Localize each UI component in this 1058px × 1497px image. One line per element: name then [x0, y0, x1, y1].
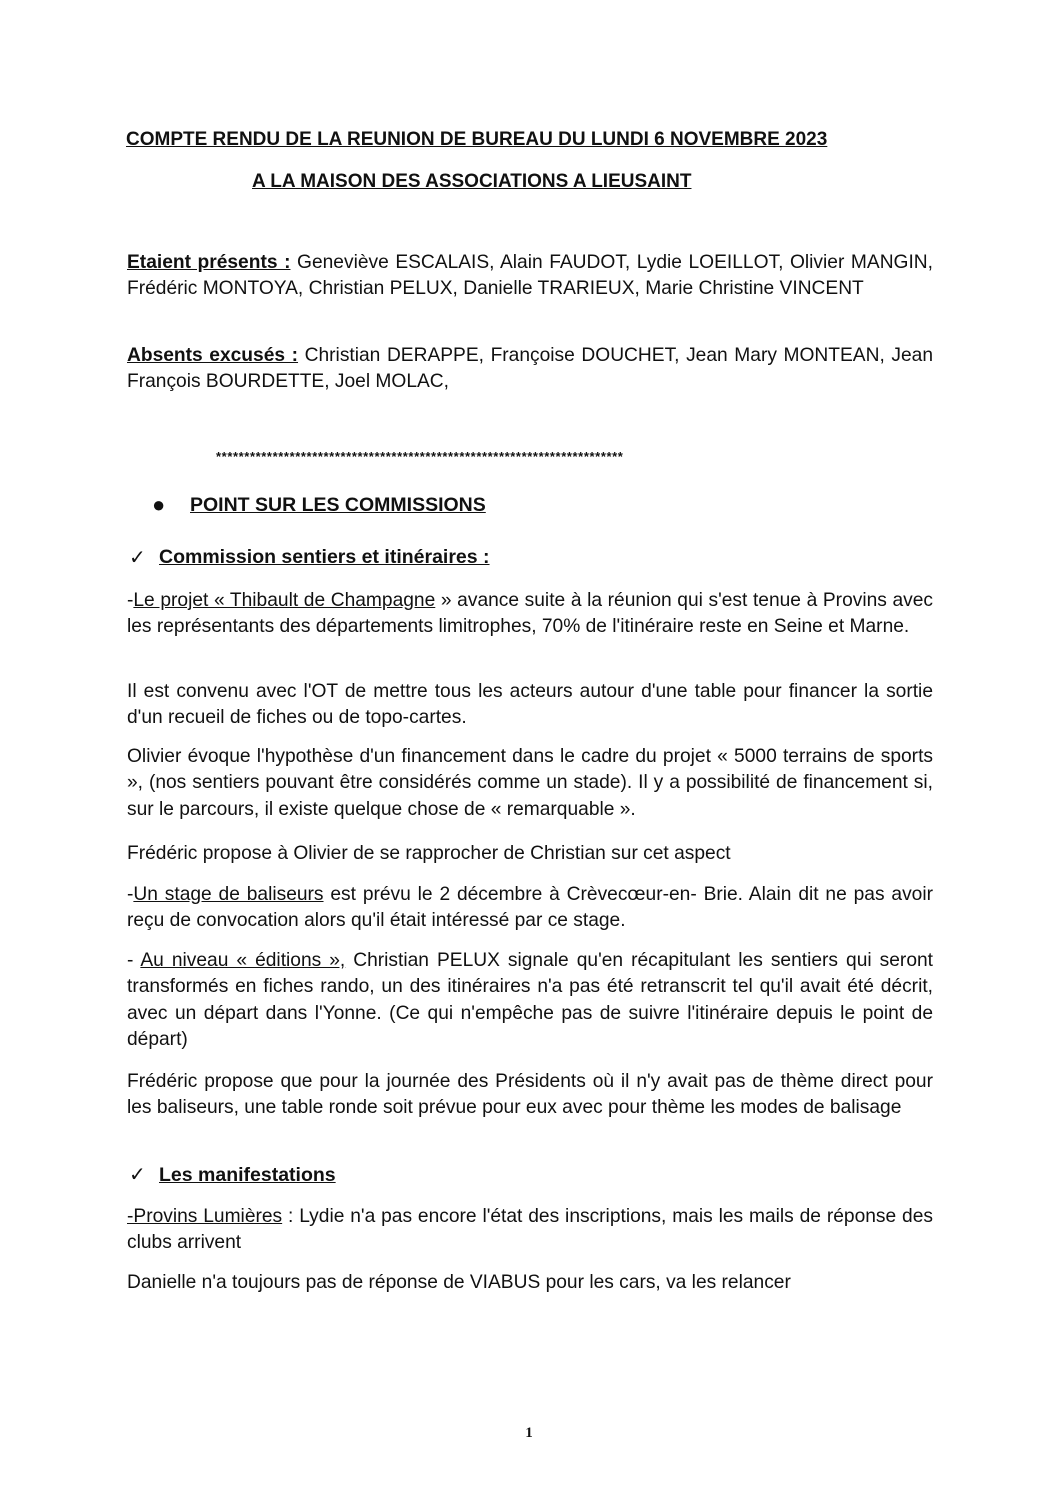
- paragraph-provins-lumieres: [127, 1204, 933, 1257]
- paragraph-viabus: Danielle n'a toujours pas de réponse de VIABUS pour les cars, va les relancer: [127, 1272, 791, 1293]
- paragraph-prefix: -: [127, 884, 134, 905]
- subheading-trails: Commission sentiers et itinéraires :: [159, 546, 490, 568]
- paragraph-stage-baliseurs: [127, 882, 933, 935]
- paragraph-prefix: -: [127, 590, 134, 611]
- stage-baliseurs-link: Un stage de baliseurs: [133, 884, 324, 905]
- attendees-label: Etaient présents :: [127, 252, 291, 273]
- paragraph-text: : Lydie n'a pas encore l'état des inscriptions, mais les mails de réponse des clubs arrivent: [127, 1206, 933, 1254]
- attendees-names: Geneviève ESCALAIS, Alain FAUDOT, Lydie LOEILLOT, Olivier MANGIN, Frédéric MONTOYA, Christian PELUX, Danielle TRARIEUX, Marie Christine VINCENT: [127, 252, 933, 300]
- absentees-names: Christian DERAPPE, Françoise DOUCHET, Jean Mary MONTEAN, Jean François BOURDETTE, Joel MOLAC,: [127, 345, 933, 393]
- page-number: 1: [525, 1425, 533, 1441]
- absentees-paragraph: [127, 343, 933, 396]
- separator-line: ************************************************************************: [216, 449, 624, 464]
- attendees-paragraph: [127, 250, 933, 303]
- provins-lumieres-link: -Provins Lumières: [127, 1206, 283, 1227]
- paragraph-text: » avance suite à la réunion qui s'est tenue à Provins avec les représentants des départements limitrophes, 70% de l'itinéraire reste en Seine et Marne.: [127, 590, 934, 638]
- subheading-manifestations: Les manifestations: [159, 1164, 336, 1186]
- section-heading-commissions: POINT SUR LES COMMISSIONS: [190, 494, 486, 516]
- paragraph-5000-terrains: Olivier évoque l'hypothèse d'un financement dans le cadre du projet « 5000 terrains de sports », (nos sentiers pouvant être considérés comme un stade). Il y a possibilité de financement si, sur le parcours, il existe quelque chose de « remarquable ».: [127, 746, 933, 820]
- paragraph-table-ronde: Frédéric propose que pour la journée des Présidents où il n'y avait pas de thème direct pour les baliseurs, une table ronde soit prévue pour eux avec pour thème les modes de balisage: [127, 1071, 933, 1119]
- check-icon: ✓: [129, 1162, 146, 1186]
- bullet-dot-icon: ●: [152, 492, 166, 517]
- absentees-label: Absents excusés :: [127, 345, 299, 366]
- paragraph-ot-funding: Il est convenu avec l'OT de mettre tous les acteurs autour d'une table pour financer la sortie d'un recueil de fiches ou de topo-cartes.: [127, 681, 933, 729]
- report-subtitle-location: A LA MAISON DES ASSOCIATIONS A LIEUSAINT: [252, 171, 692, 192]
- editions-link: Au niveau « éditions »,: [140, 950, 346, 971]
- paragraph-text: Christian PELUX signale qu'en récapitulant les sentiers qui seront transformés en fiches rando, un des itinéraires n'a pas été retranscrit tel qu'il avait été décrit, avec un départ dans l'Yonne. (Ce qui n'empêche pas de suivre l'itinéraire depuis le point de départ): [127, 950, 933, 1050]
- paragraph-frederic-olivier: Frédéric propose à Olivier de se rapprocher de Christian sur cet aspect: [127, 843, 731, 864]
- paragraph-editions: [127, 948, 933, 1053]
- check-icon: ✓: [129, 545, 146, 569]
- paragraph-champagne-project: [127, 588, 933, 641]
- champagne-project-link: Le projet « Thibault de Champagne: [133, 590, 436, 611]
- paragraph-text: est prévu le 2 décembre à Crèvecœur-en- Brie. Alain dit ne pas avoir reçu de convocation alors qu'il était intéressé par ce stage.: [127, 884, 933, 932]
- paragraph-prefix: -: [127, 950, 141, 971]
- report-title: COMPTE RENDU DE LA REUNION DE BUREAU DU LUNDI 6 NOVEMBRE 2023: [126, 129, 828, 150]
